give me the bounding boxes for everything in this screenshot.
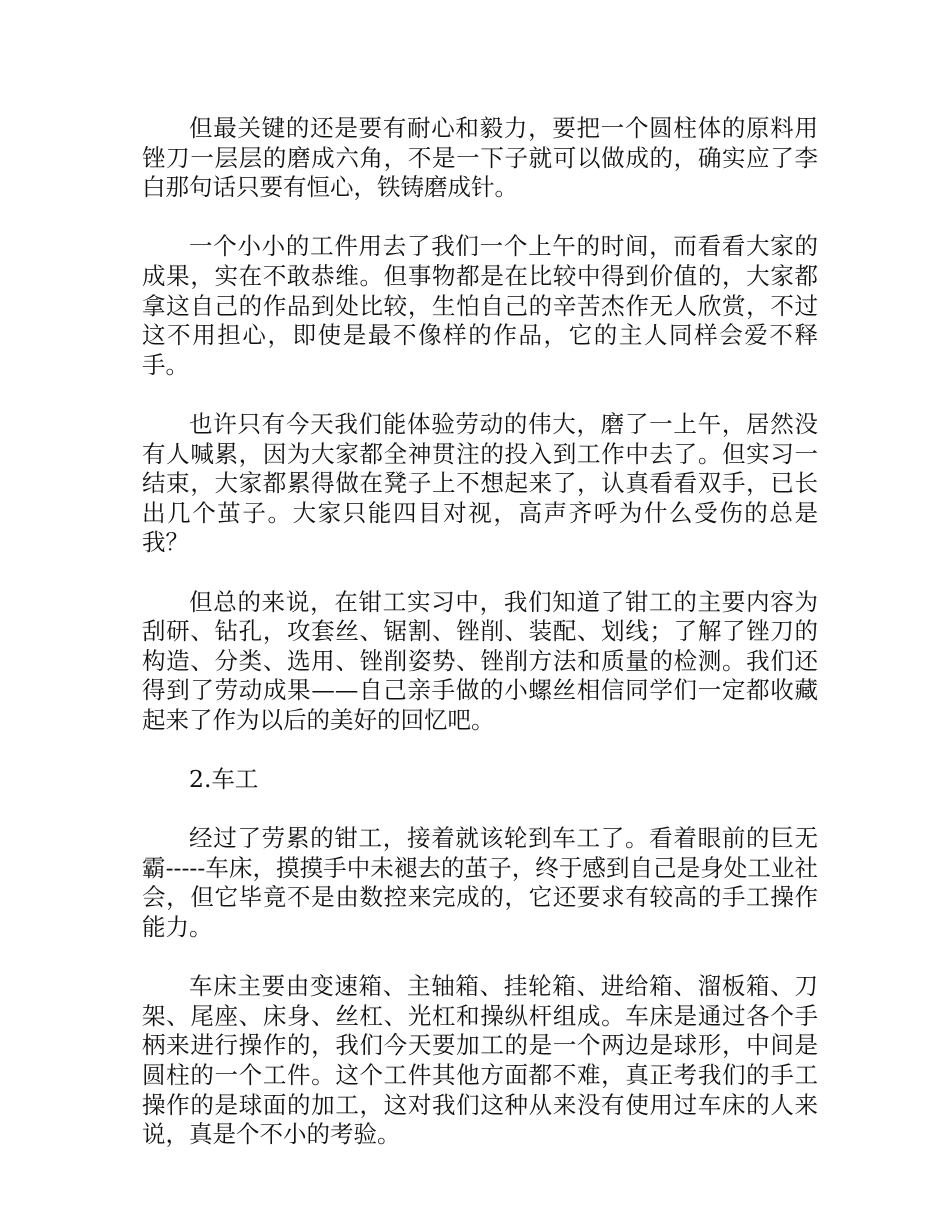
paragraph-patience: 但最关键的还是要有耐心和毅力，要把一个圆柱体的原料用锉刀一层层的磨成六角，不是一下子就可以做成的，确实应了李白那句话只要有恒心，铁铸磨成针。: [142, 114, 818, 202]
paragraph-labor-experience: 也许只有今天我们能体验劳动的伟大，磨了一上午，居然没有人喊累，因为大家都全神贯注的投入到工作中去了。但实习一结束，大家都累得做在凳子上不想起来了，认真看看双手，已长出几个茧子。大家只能四目对视，高声齐呼为什么受伤的总是我？: [142, 409, 818, 557]
paragraph-lathe-intro: 经过了劳累的钳工，接着就该轮到车工了。看着眼前的巨无霸-----车床，摸摸手中未褪去的茧子，终于感到自己是身处工业社会，但它毕竟不是由数控来完成的，它还要求有较高的手工操作能力。: [142, 824, 818, 942]
paragraph-fitter-summary: 但总的来说，在钳工实习中，我们知道了钳工的主要内容为刮研、钻孔，攻套丝、锯割、锉削、装配、划线；了解了锉刀的构造、分类、选用、锉削姿势、锉削方法和质量的检测。我们还得到了劳动成果——自己亲手做的小螺丝相信同学们一定都收藏起来了作为以后的美好的回忆吧。: [142, 587, 818, 734]
document-body: [142, 114, 818, 1150]
paragraph-lathe-structure: 车床主要由变速箱、主轴箱、挂轮箱、进给箱、溜板箱、刀架、尾座、床身、丝杠、光杠和操纵杆组成。车床是通过各个手柄来进行操作的，我们今天要加工的是一个两边是球形，中间是圆柱的一个工件。这个工件其他方面都不难，真正考我们的手工操作的是球面的加工，这对我们这种从来没有使用过车床的人来说，真是个不小的考验。: [142, 972, 818, 1149]
paragraph-morning-work: 一个小小的工件用去了我们一个上午的时间，而看看大家的成果，实在不敢恭维。但事物都是在比较中得到价值的，大家都拿这自己的作品到处比较，生怕自己的辛苦杰作无人欣赏，不过这不用担心，即使是最不像样的作品，它的主人同样会爱不释手。: [142, 232, 818, 379]
section-heading-lathe: 2.车工: [189, 765, 259, 794]
